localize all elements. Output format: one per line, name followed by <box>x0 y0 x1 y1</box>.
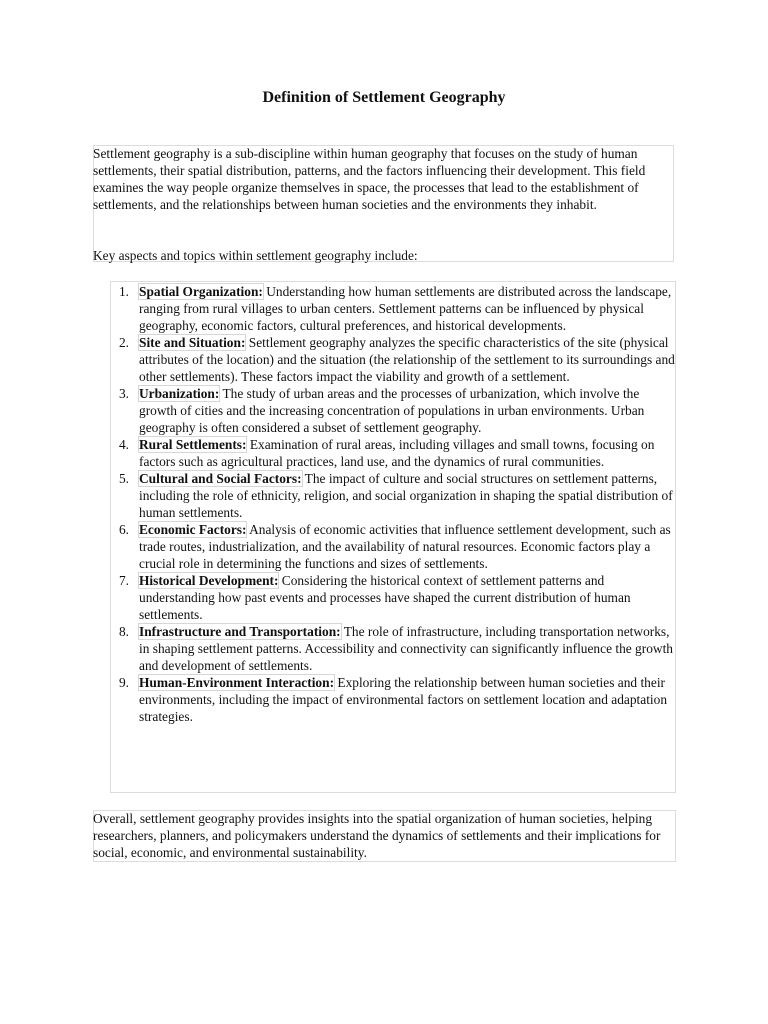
list-item-text: Examination of rural areas, including villages and small towns, focusing on factors such as agricultural practices, land use, and the dynamics of rural communities. <box>139 437 655 469</box>
page-title: Definition of Settlement Geography <box>262 89 506 106</box>
list-item-number: 8. <box>118 624 129 639</box>
list-item-text: Understanding how human settlements are distributed across the landscape, ranging from rural villages to urban centers. Settlement patterns can be influenced by physical geography, economic factors, cultural preferences, and historical developments. <box>139 284 672 333</box>
list-item-number: 3. <box>118 386 129 401</box>
list-item-text: Considering the historical context of settlement patterns and understanding how past events and processes have shaped the current distribution of human settlements. <box>139 573 631 622</box>
list-item <box>111 572 677 623</box>
list-item-number: 2. <box>118 335 129 350</box>
list-item-text: Settlement geography analyzes the specific characteristics of the site (physical attributes of the location) and the situation (the relationship of the settlement to its surroundings and other settlements). These factors impact the viability and growth of a settlement. <box>139 335 675 384</box>
list-item <box>111 521 677 572</box>
list-item <box>111 385 677 436</box>
aspects-list <box>111 283 677 725</box>
list-item-number: 4. <box>118 437 129 452</box>
list-item-number: 5. <box>118 471 129 486</box>
list-item <box>111 436 677 470</box>
list-item-term: Cultural and Social Factors: <box>139 471 302 486</box>
list-item-number: 9. <box>118 675 129 690</box>
intro-paragraph: Settlement geography is a sub-discipline within human geography that focuses on the study of human settlements, their spatial distribution, patterns, and the factors influencing their development. This field examines the way people organize themselves in space, the processes that lead to the establishment of settlements, and the relationships between human societies and the environments they inhabit. <box>93 146 646 212</box>
list-item-term: Spatial Organization: <box>139 284 263 299</box>
conclusion-paragraph: Overall, settlement geography provides insights into the spatial organization of human societies, helping researchers, planners, and policymakers understand the dynamics of settlements and their implications for social, economic, and environmental sustainability. <box>93 811 661 860</box>
list-item-term: Rural Settlements: <box>139 437 247 452</box>
list-item-term: Urbanization: <box>139 386 220 401</box>
list-item <box>111 283 677 334</box>
list-item-term: Human-Environment Interaction: <box>139 675 335 690</box>
list-item-number: 1. <box>118 284 129 299</box>
list-item-text: The impact of culture and social structures on settlement patterns, including the role of ethnicity, religion, and social organization in shaping the spatial distribution of human settlements. <box>139 471 673 520</box>
list-item-number: 6. <box>118 522 129 537</box>
list-item-term: Site and Situation: <box>139 335 246 350</box>
list-item-text: The study of urban areas and the processes of urbanization, which involve the growth of cities and the increasing concentration of populations in urban environments. Urban geography is often considered a subset of settlement geography. <box>139 386 645 435</box>
list-item-term: Economic Factors: <box>139 522 247 537</box>
list-item <box>111 334 677 385</box>
list-item-number: 7. <box>118 573 129 588</box>
key-aspects-heading: Key aspects and topics within settlement geography include: <box>93 248 418 263</box>
list-item-text: The role of infrastructure, including transportation networks, in shaping settlement patterns. Accessibility and connectivity can significantly influence the growth and development of settlements. <box>139 624 673 673</box>
list-item <box>111 623 677 674</box>
list-item-term: Infrastructure and Transportation: <box>139 624 341 639</box>
list-item <box>111 674 677 725</box>
list-item-text: Exploring the relationship between human societies and their environments, including the impact of environmental factors on settlement location and adaptation strategies. <box>139 675 668 724</box>
list-item <box>111 470 677 521</box>
list-item-text: Analysis of economic activities that influence settlement development, such as trade routes, industrialization, and the availability of natural resources. Economic factors play a crucial role in determining the functions and sizes of settlements. <box>139 522 671 571</box>
list-item-term: Historical Development: <box>139 573 279 588</box>
